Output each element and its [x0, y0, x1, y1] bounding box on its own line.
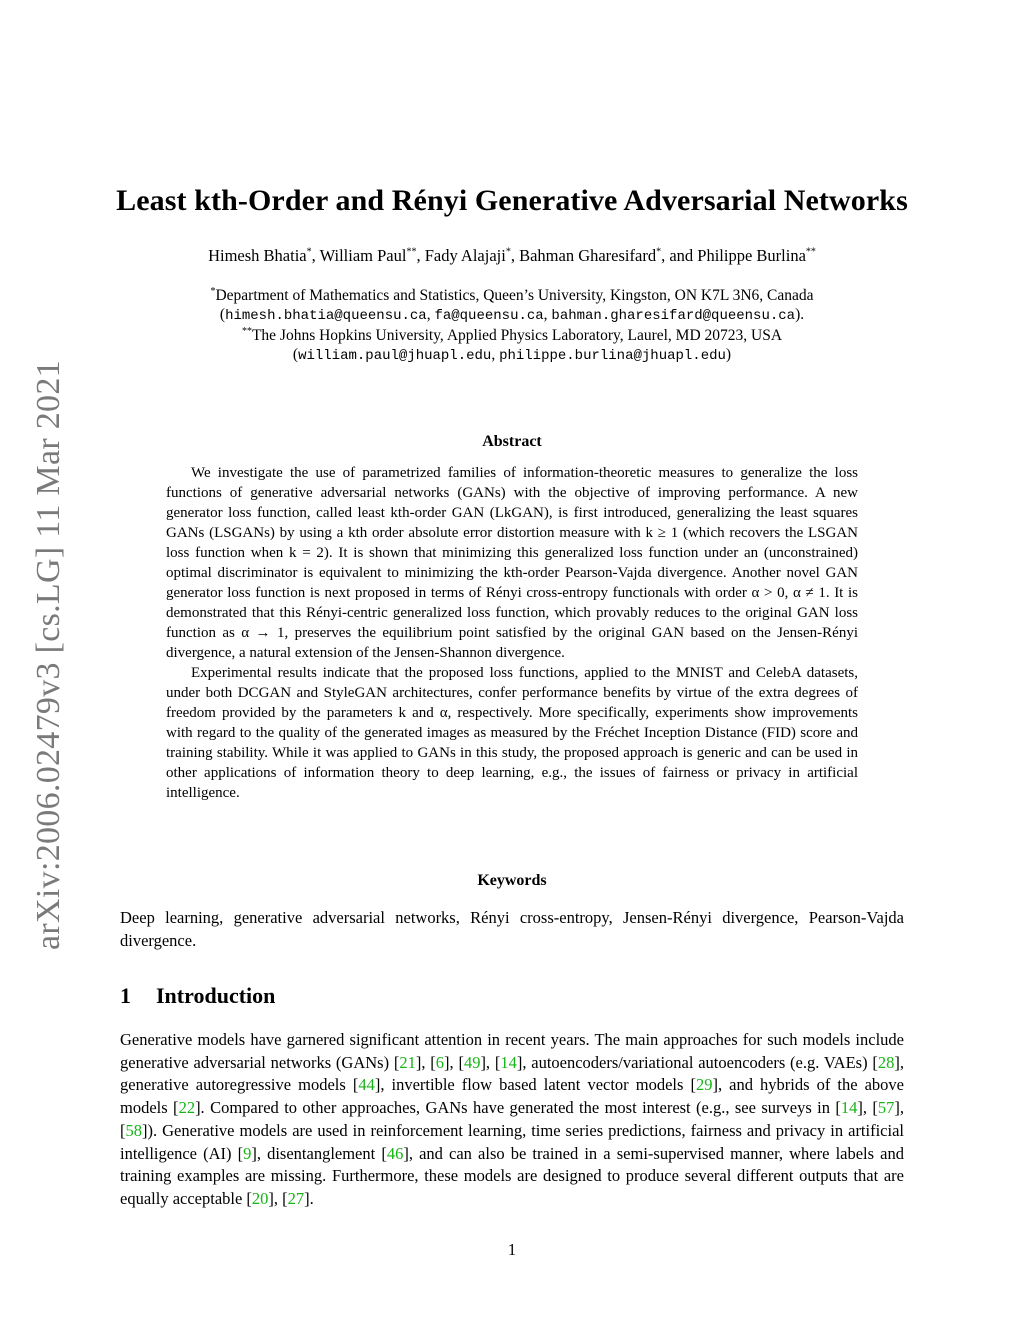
- intro-text: ], [: [444, 1052, 464, 1072]
- paper-title: Least kth-Order and Rényi Generative Adversarial Networks: [116, 184, 908, 217]
- abstract-body: [166, 463, 858, 803]
- intro-text: ].: [304, 1188, 314, 1208]
- introduction-paragraph: [120, 1029, 904, 1211]
- intro-text: ], [: [268, 1188, 288, 1208]
- affiliation-mark: *: [656, 246, 662, 258]
- section-title: Introduction: [156, 983, 276, 1008]
- citation-link[interactable]: 58: [125, 1120, 142, 1140]
- citation-link[interactable]: 57: [877, 1098, 895, 1118]
- intro-text: ], autoencoders/variational autoencoders (e.g. VAEs) [: [516, 1052, 878, 1072]
- intro-text: ], generative autoregressive models [: [120, 1052, 904, 1095]
- citation-link[interactable]: 44: [358, 1075, 375, 1095]
- author-name: Fady Alajaji: [424, 246, 506, 265]
- citation-link[interactable]: 29: [695, 1075, 713, 1095]
- intro-text: ], invertible flow based latent vector models [: [374, 1075, 696, 1095]
- intro-text: ], and hybrids of the above models [: [120, 1075, 904, 1118]
- citation-link[interactable]: 28: [877, 1052, 895, 1072]
- intro-text: Generative models have garnered significant attention in recent years. The main approaches for such models include generative adversarial networks (GANs) [: [120, 1030, 904, 1072]
- abstract-paragraph: We investigate the use of parametrized families of information-theoretic measures to generalize the loss functions of generative adversarial networks (GANs) with the objective of improving performance. A new generator loss function, called least kth-order GAN (LkGAN), is first introduced, generalizing the least squares GANs (LSGANs) by using a kth order absolute error distortion measure with k ≥ 1 (which recovers the LSGAN loss function when k = 2). It is shown that minimizing this generalized loss function under an (unconstrained) optimal discriminator is equivalent to minimizing the kth-order Pearson-Vajda divergence. Another novel GAN generator loss function is next proposed in terms of Rényi cross-entropy functionals with order α > 0, α ≠ 1. It is demonstrated that this Rényi-centric generalized loss function, which provably reduces to the original GAN loss function as α → 1, preserves the equilibrium point satisfied by the original GAN based on the Jensen-Rényi divergence, a natural extension of the Jensen-Shannon divergence.: [166, 465, 858, 661]
- affiliation-1-emails: (himesh.bhatia@queensu.ca, fa@queensu.ca, bahman.gharesifard@queensu.ca).: [219, 306, 805, 324]
- intro-text: ], disentanglement [: [251, 1143, 387, 1163]
- email-link[interactable]: bahman.gharesifard@queensu.ca: [551, 308, 796, 324]
- citation-link[interactable]: 46: [386, 1143, 404, 1163]
- citation-link[interactable]: 49: [463, 1052, 481, 1072]
- affiliation-mark: *: [505, 246, 511, 258]
- intro-text: ], and can also be trained in a semi-supervised manner, where labels and training examples are missing. Furthermore, these models are designed to produce several different outputs that are equally acceptable [: [120, 1143, 904, 1208]
- keywords-text: Deep learning, generative adversarial networks, Rényi cross-entropy, Jensen-Rényi divergence, Pearson-Vajda divergence.: [120, 908, 904, 950]
- intro-text: ], [: [120, 1098, 904, 1140]
- affiliation-mark: **: [406, 246, 417, 258]
- email-link[interactable]: himesh.bhatia@queensu.ca: [225, 308, 427, 324]
- introduction-body: [120, 1029, 904, 1211]
- email-link[interactable]: fa@queensu.ca: [434, 308, 544, 324]
- affiliation-2: **The Johns Hopkins University, Applied Physics Laboratory, Laurel, MD 20723, USA: [241, 326, 783, 345]
- citation-link[interactable]: 9: [243, 1143, 252, 1163]
- abstract-heading: Abstract: [482, 433, 542, 450]
- citation-link[interactable]: 20: [251, 1188, 269, 1208]
- citation-link[interactable]: 22: [178, 1098, 196, 1118]
- arxiv-identifier: arXiv:2006.02479v3 [cs.LG] 11 Mar 2021: [30, 360, 67, 950]
- citation-link[interactable]: 21: [399, 1052, 416, 1072]
- author-name: Himesh Bhatia: [208, 246, 307, 265]
- author-name: Bahman Gharesifard: [519, 246, 657, 265]
- affiliation-2-emails: (william.paul@jhuapl.edu, philippe.burlina@jhuapl.edu): [292, 346, 732, 364]
- intro-text: ], [: [857, 1098, 878, 1118]
- email-link[interactable]: william.paul@jhuapl.edu: [298, 348, 492, 364]
- author-name: Philippe Burlina: [697, 246, 806, 265]
- affiliation-1: *Department of Mathematics and Statistics, Queen’s University, Kingston, ON K7L 3N6, Canada: [210, 286, 814, 305]
- citation-link[interactable]: 6: [435, 1052, 445, 1072]
- author-name: William Paul: [319, 246, 407, 265]
- intro-text: ]. Compared to other approaches, GANs have generated the most interest (e.g., see surveys in [: [195, 1098, 841, 1118]
- affiliation-mark: *: [306, 246, 312, 258]
- intro-text: ]). Generative models are used in reinforcement learning, time series predictions, fairness and privacy in artificial intelligence (AI) [: [120, 1120, 904, 1163]
- intro-text: ], [: [415, 1052, 436, 1072]
- page-number: 1: [507, 1240, 517, 1259]
- intro-text: ], [: [480, 1052, 501, 1072]
- section-number: 1: [120, 983, 131, 1008]
- email-link[interactable]: philippe.burlina@jhuapl.edu: [499, 348, 726, 364]
- abstract-paragraph: Experimental results indicate that the proposed loss functions, applied to the MNIST and CelebA datasets, under both DCGAN and StyleGAN architectures, confer performance benefits by virtue of the extra degrees of freedom provided by the parameters k and α, respectively. More specifically, experiments show improvements with regard to the quality of the generated images as measured by the Fréchet Inception Distance (FID) score and training stability. While it was applied to GANs in this study, the proposed approach is generic and can be used in other applications of information theory to deep learning, e.g., the issues of fairness or privacy in artificial intelligence.: [166, 665, 858, 801]
- citation-link[interactable]: 14: [500, 1052, 517, 1072]
- affiliation-mark: **: [805, 246, 816, 258]
- keywords-heading: Keywords: [477, 872, 547, 889]
- citation-link[interactable]: 14: [840, 1098, 858, 1118]
- section-heading-introduction: [120, 983, 275, 1009]
- author-list: Himesh Bhatia*, William Paul**, Fady Alajaji*, Bahman Gharesifard*, and Philippe Burlina**: [208, 246, 816, 265]
- citation-link[interactable]: 27: [287, 1188, 305, 1208]
